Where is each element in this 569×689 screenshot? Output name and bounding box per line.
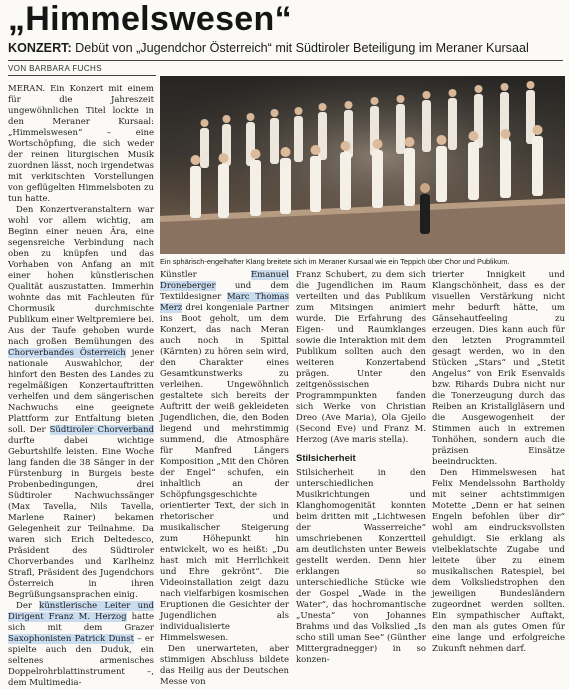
text-run: Den Konzertveranstaltern war wohl vor allem wichtig, am Beginn einer neuen Ära, eine segensreiche Verbindung nach oben zu knüpfen und das Vorhaben von Anfang an mit einer hohen künstlerischen Qualität auszustatten. Immerhin wohnte das mit Fachleuten für Chormusik durchmischte Publikum einer Weltpremiere bei. Aus der Taufe gehoben wurde nach großen Bemühungen des	[8, 205, 154, 347]
byline-rule	[8, 75, 156, 76]
subheadline	[8, 40, 568, 56]
highlight-chorverband-oesterreich: Chorverbandes Österreich	[8, 348, 126, 358]
column-4-paragraph-1: trierter Innigkeit und Klangschönheit, dass es der visuellen Verstärkung nicht mehr bedurft hätte, um Gänsehautfeeling zu erzeugen. Dies kann auch für den letzten Programmteil gesagt werden, wo in den Stücken „Stars“ und „Stetit Angelus“ von Erik Esenvalds bzw. Rihards Dubra nicht nur die Tonerzeugung durch das Reiben an Kristallgläsern und die Ausgewogenheit der Stimmen auch in extremen Tonhöhen, sondern auch die präzisen Einsätze beeindruckten.	[432, 270, 565, 467]
text-run: durfte dabei wichtige Geburtshilfe leisten. Eine Woche lang fanden die 38 Sänger in der Fürstenburg in Burgeis beste Probenbedingungen, drei Südtiroler Nachwuchssänger (Max Tavella, Nils Tavella, Marlene Rainer) bekamen Gelegenheit zur Teilnahme. Da waren sich Erich Deltedesco, Präsident des Südtiroler Chorverbandes und Karlheinz Strafl, Präsident des Jugendchors Österreich in ihren Begrüßungsansprachen einig.	[8, 436, 154, 600]
text-run: hatte sich mit dem Grazer	[8, 612, 154, 633]
text-run: Der	[16, 601, 40, 611]
column-2-paragraph-1	[160, 270, 289, 644]
text-run: drei kongeniale Partner ins Boot geholt, um dem Konzert, das nach Meran auch noch in Spittal (Kärnten) zu hören sein wird, den Charakter eines Gesamtkunstwerks zu verleihen. Ungewöhnlich gestaltete sich bereits der Auftritt der weiß gekleideten Jugendlichen, die, den Boden liegend und mehrstimmig summend, die Atmosphäre für Manfred Längers Komposition „Mit den Chören der Engel“ schufen, ein inhaltlich an der Schöpfungsgeschichte orientierter Text, der sich in rhetorischer und musikalischer Steigerung zum Höhepunkt hin entwickelt, wo es heißt: „Du hast mich mit Herrlichkeit und Ehre gekrönt“. Die Videoinstallation zeigt dazu nach vielfarbigen kosmischen Eruptionen die Gesichter der Jugendlichen als individualisierte Himmelswesen.	[160, 303, 289, 643]
column-1-paragraph-1: MERAN. Ein Konzert mit einem für die Jahreszeit ungewöhnlichen Titel lockte in den Meraner Kursaal: „Himmelswesen“ – eine Wortschöpfung, die sich weder der reinen liturgischen Musik zuordnen lässt, noch irgendetwas mit verkitschten Vorstellungen von geflügelten Himmelsboten zu tun hatte.	[8, 84, 154, 204]
text-run: Künstler	[160, 270, 251, 280]
column-3-paragraph-1: Franz Schubert, zu dem sich die Jugendlichen im Raum verteilten und das Publikum zum Mitsingen animiert wurde. Die Erfahrung des Eigen- und Raumklanges sowie die Interaktion mit dem Publikum sollten auch den weiteren Konzertabend prägen. Unter den zeitgenössischen Programmpunkten fanden sich Werke von Christian Dreo (Ave Maria), Ola Gjeilo (Second Eve) und Franz M. Herzog (Ave maris stella).	[296, 270, 426, 445]
column-2-paragraph-2: Den unerwarteten, aber stimmigen Abschluss bildete das Heilig aus der Deutschen Messe von	[160, 644, 289, 687]
photo-caption: Ein sphärisch-engelhafter Klang breitete sich im Meraner Kursaal wie ein Teppich über Chor und Publikum.	[160, 257, 510, 266]
highlight-marc-thomas-merz: Marc Thomas Merz	[160, 292, 289, 313]
article-column-3	[296, 270, 426, 665]
top-rule	[8, 60, 563, 61]
article-column-2	[160, 270, 289, 687]
choir-photo-illustration	[160, 76, 565, 254]
highlight-emanuel-droneberger: Emanuel Droneberger	[160, 270, 289, 291]
article-column-4	[432, 270, 565, 654]
highlight-suedtiroler-chorverband: Südtiroler Chorverband	[49, 425, 154, 435]
text-run: – er spielte auch den Duduk, ein seltenes armenisches Doppelrohrblattinstrument –, dem Multimedia-	[8, 634, 154, 688]
column-1-paragraph-2	[8, 205, 154, 601]
choir-photo	[160, 76, 565, 254]
column-4-paragraph-2: Den Himmelswesen hat Felix Mendelssohn Bartholdy mit seiner achtstimmigen Motette „Denn er hat seinen Engeln befohlen über dir“ wohl am eindrucksvollsten gehuldigt. Sie erklang als vielbeklatschte Zugabe und leitete über zu einem musikalischen Ratespiel, bei dem Volksliedstrophen den jeweiligen Bundesländern zugeordnet werden sollten. Ein sympathischer Auftakt, den man als gutes Omen für eine lange und erfolgreiche Zukunft nehmen darf.	[432, 468, 565, 654]
headline: „Himmelswesen“	[8, 0, 292, 38]
article-column-1	[8, 84, 154, 688]
highlight-saxophonist: Saxophonisten Patrick Dunst	[8, 634, 135, 644]
subheadline-kicker: KONZERT:	[8, 41, 72, 55]
subheadline-text: Debüt von „Jugendchor Österreich“ mit Südtiroler Beteiligung im Meraner Kursaal	[71, 41, 529, 55]
byline: VON BARBARA FUCHS	[8, 64, 102, 73]
text-run: jener nationale Auswahlchor, der hinfort den Besten des Landes zu regelmäßigen Konzertauftritten verhelfen und dem sängerischen Nachwuchs eine geeignete Plattform zur Entfaltung bieten soll. Der	[8, 348, 154, 435]
text-run: und dem Textildesigner	[160, 281, 289, 302]
column-3-paragraph-2: Stilsicherheit in den unterschiedlichen Musikrichtungen und Klanghomogenität konnten beim dritten mit „Lichtwesen der Wasserreiche“ umschriebenen Konzertteil am deutlichsten unter Beweis gestellt werden. Denn hier erklangen so unterschiedliche Stücke wie der Gospel „Wade in the Water“, das hochromantische „Unesta“ von Johannes Brahms und das Volkslied „Is scho still uman See“ (Günther Mittergradnegger) in so konzen-	[296, 468, 426, 665]
highlight-dirigent: künstlerische Leiter und Dirigent Franz M. Herzog	[8, 601, 154, 622]
section-heading-stilsicherheit: Stilsicherheit	[296, 453, 356, 464]
column-1-paragraph-3	[8, 601, 154, 689]
